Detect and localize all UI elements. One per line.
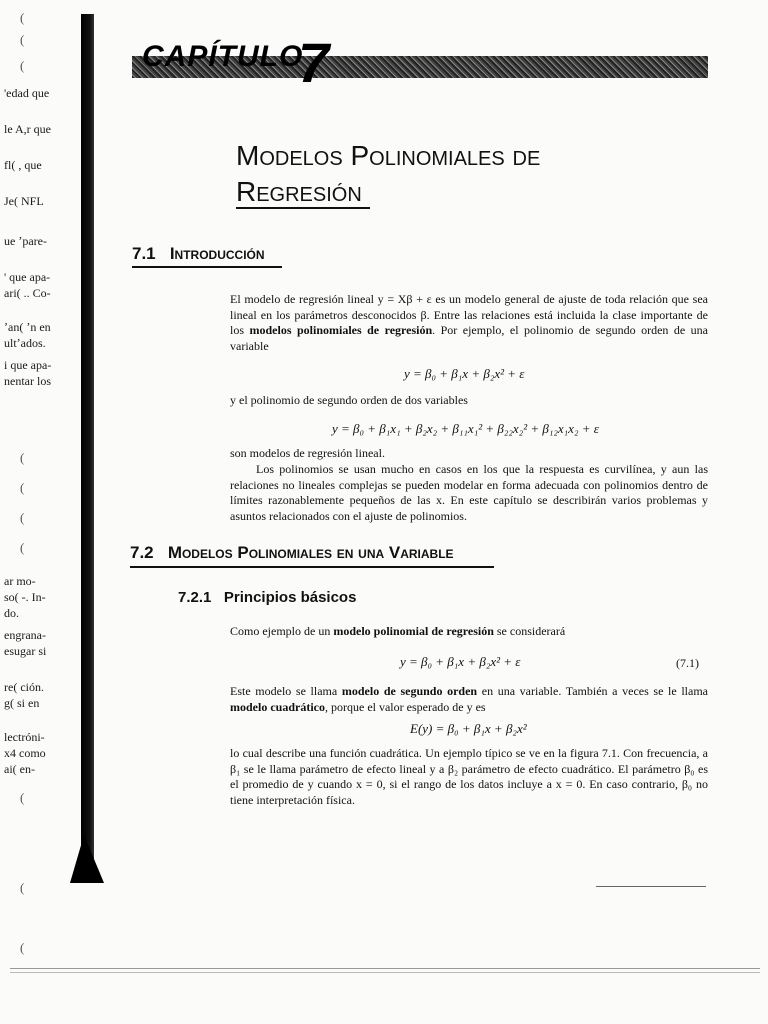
margin-fragment: ari( .. Co-	[4, 286, 51, 300]
paragraph	[230, 684, 708, 715]
margin-fragment: re( ción.	[4, 680, 44, 694]
section-rule	[130, 566, 494, 568]
scan-line	[10, 972, 760, 973]
binding-mark: (	[20, 58, 25, 73]
margin-fragment: Je( NFL	[4, 194, 44, 208]
paragraph-text: Este modelo se llama	[230, 684, 338, 698]
subsection-number: 7.2.1	[178, 589, 212, 606]
page-spine-shadow	[81, 14, 94, 880]
binding-mark: (	[20, 32, 25, 47]
margin-fragment: le A,r que	[4, 122, 51, 136]
binding-mark: (	[20, 940, 25, 955]
equation-number: (7.1)	[676, 656, 699, 670]
margin-fragment: fl( , que	[4, 158, 42, 172]
scan-line	[10, 968, 760, 969]
binding-mark: (	[20, 510, 25, 525]
paragraph: y el polinomio de segundo orden de dos variables	[230, 393, 468, 407]
binding-mark: (	[20, 880, 25, 895]
bold-term: modelos polinomiales de regresión	[249, 323, 433, 337]
margin-fragment: ultʼados.	[4, 336, 46, 350]
margin-fragment: g( si en	[4, 696, 40, 710]
chapter-title-line-1: Modelos Polinomiales de	[236, 140, 541, 171]
chapter-title	[236, 138, 540, 210]
chapter-label: CAPÍTULO	[142, 40, 304, 73]
paragraph: Los polinomios se usan mucho en casos en los que la respuesta es curvilínea, y aun las relaciones no lineales complejas se pueden modelar en forma adecuada con polinomios dentro de límites razonablemente pequeños de las x. En este capítulo se describirán varios problemas y asuntos relacionados con el ajuste de polinomios.	[230, 462, 708, 523]
chapter-number: 7	[298, 31, 330, 94]
section-heading-7-2	[130, 543, 454, 563]
equation: y = β₀ + β₁x + β₂x² + ε	[400, 654, 521, 669]
margin-fragment: lectróni-	[4, 730, 45, 744]
subsection-heading-7-2-1	[178, 589, 356, 606]
margin-fragment: ue ʼpare-	[4, 234, 47, 248]
page-spine-foot	[70, 835, 104, 883]
equation: y = β₀ + β₁x + β₂x² + ε	[404, 366, 525, 381]
paragraph-text: . Por ejemplo, el polinomio de segundo orden de una variable	[230, 323, 708, 353]
margin-fragment: 'edad que	[4, 86, 50, 100]
binding-mark: (	[20, 450, 25, 465]
margin-fragment: x4 como	[4, 746, 46, 760]
binding-mark: (	[20, 480, 25, 495]
margin-fragment: ' que apa-	[4, 270, 51, 284]
section-number: 7.1	[132, 244, 156, 263]
margin-fragment: ar mo-	[4, 574, 36, 588]
paragraph-text: , porque el valor esperado de y es	[325, 699, 486, 714]
margin-fragment: nentar los	[4, 374, 51, 388]
section-title: Modelos Polinomiales en una Variable	[167, 543, 454, 562]
paragraph-text: El modelo de regresión lineal y = Xβ + ε es un modelo general de ajuste de toda relación que sea lineal en los parámetros desconocidos β. Entre las relaciones está incluida la clase importante de los	[230, 292, 708, 337]
section-number: 7.2	[130, 543, 154, 562]
paragraph-text: Como ejemplo de un	[230, 624, 331, 638]
paragraph: lo cual describe una función cuadrática. Un ejemplo típico se ve en la figura 7.1. Con frecuencia, a β₁ se le llama parámetro de efecto lineal y a β₂ parámetro de efecto cuadrático. El parámetro β₀ es el promedio de y cuando x = 0, si el rango de los datos incluye a x = 0. En caso contrario, β₀ no tiene interpretación física.	[230, 746, 708, 807]
equation: E(y) = β₀ + β₁x + β₂x²	[410, 721, 527, 736]
paragraph-text: se considerará	[496, 624, 566, 638]
margin-fragment: ʼan( ʼn en	[4, 320, 51, 334]
section-title: Introducción	[169, 244, 265, 263]
margin-fragment: esugar si	[4, 644, 47, 658]
paragraph: son modelos de regresión lineal.	[230, 446, 385, 460]
section-rule	[132, 266, 282, 268]
paragraph	[230, 292, 708, 354]
bold-term: modelo polinomial de regresión	[333, 624, 494, 638]
chapter-title-rule	[236, 207, 370, 209]
margin-fragment: so( -. In-	[4, 590, 46, 604]
section-heading-7-1	[132, 244, 265, 264]
paragraph-text: en una variable. También a veces se le llama	[481, 684, 708, 698]
binding-mark: (	[20, 790, 25, 805]
bold-term: modelo cuadrático	[230, 699, 325, 714]
bold-term: modelo de segundo orden	[341, 684, 478, 698]
scan-line	[596, 886, 706, 887]
margin-fragment: ai( en-	[4, 762, 35, 776]
binding-mark: (	[20, 540, 25, 555]
subsection-title: Principios básicos	[223, 589, 357, 606]
margin-fragment: do.	[4, 606, 19, 620]
margin-fragment: engrana-	[4, 628, 46, 642]
chapter-title-line-2: Regresión	[236, 176, 362, 207]
binding-mark: (	[20, 10, 25, 25]
margin-fragment: i que apa-	[4, 358, 52, 372]
equation: y = β₀ + β₁x₁ + β₂x₂ + β₁₁x₁² + β₂₂x₂² + β₁₂x₁x₂ + ε	[332, 421, 599, 436]
paragraph	[230, 624, 708, 640]
